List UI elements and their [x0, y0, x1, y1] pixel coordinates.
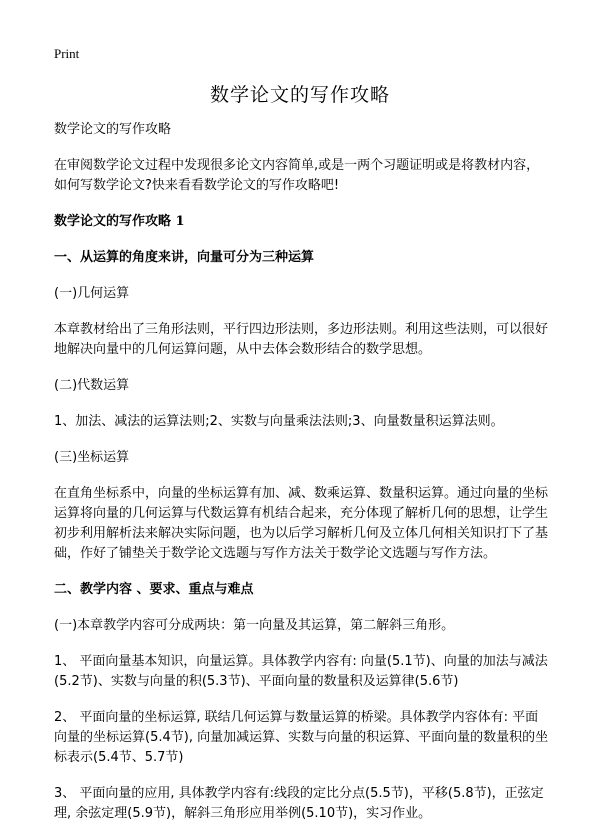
subtitle: 数学论文的写作攻略 — [54, 122, 172, 137]
part1-sub1-text: 本章教材给出了三角形法则，平行四边形法则，多边形法则。利用这些法则，可以很好地解决向量中的几何运算问题，从中去体会数形结合的数学思想。 — [54, 322, 549, 357]
part1-sub2-title: (二)代数运算 — [54, 378, 130, 393]
part2-line1: (一)本章教学内容可分成两块：第一向量及其运算，第二解斜三角形。 — [54, 618, 455, 633]
part1-sub2-text: 1、加法、减法的运算法则;2、实数与向量乘法法则;3、向量数量积运算法则。 — [54, 414, 504, 429]
page-title: 数学论文的写作攻略 — [209, 84, 390, 106]
part2-item1: 1、 平面向量基本知识，向量运算。具体教学内容有: 向量(5.1节)、向量的加法与减法(5.2节)、实数与向量的积(5.3节)、平面向量的数量积及运算律(5.6节) — [54, 654, 548, 689]
section-heading: 数学论文的写作攻略 1 — [54, 214, 185, 229]
intro-paragraph: 在审阅数学论文过程中发现很多论文内容简单,或是一两个习题证明或是将教材内容，如何写数学论文?快来看看数学论文的写作攻略吧! — [54, 158, 540, 193]
part2-item2: 2、 平面向量的坐标运算, 联结几何运算与数量运算的桥梁。具体教学内容体有: 平面向量的坐标运算(5.4节), 向量加减运算、实数与向量的积运算、平面向量的数量积的坐标表示(5.4节、5.7节) — [54, 710, 549, 765]
part1-sub1-title: (一)几何运算 — [54, 286, 130, 301]
part2-heading: 二、教学内容 、要求、重点与难点 — [54, 582, 254, 597]
part2-item3: 3、 平面向量的应用, 具体教学内容有:线段的定比分点(5.5节)，平移(5.8节)，正弦定理, 余弦定理(5.9节)，解斜三角形应用举例(5.10节)，实习作业。 — [54, 786, 544, 821]
print-link[interactable]: Print — [54, 46, 80, 61]
part1-sub3-title: (三)坐标运算 — [54, 450, 130, 465]
part1-heading: 一、从运算的角度来讲，向量可分为三种运算 — [54, 250, 315, 265]
part1-sub3-text: 在直角坐标系中，向量的坐标运算有加、减、数乘运算、数量积运算。通过向量的坐标运算将向量的几何运算与代数运算有机结合起来，充分体现了解析几何的思想，让学生初步利用解析法来解决实际问题，也为以后学习解析几何及立体几何相关知识打下了基础，作好了铺垫关于数学论文选题与写作方法关于数学论文选题与写作方法。 — [54, 486, 549, 561]
article-body — [54, 120, 550, 837]
